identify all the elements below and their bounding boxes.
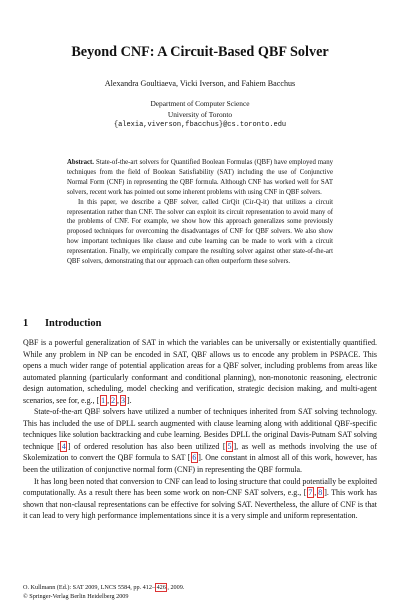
citation-link[interactable]: 6 bbox=[192, 453, 197, 463]
paper-authors: Alexandra Goultiaeva, Vicki Iverson, and Fahiem Bacchus bbox=[104, 79, 296, 88]
body-text-run: QBF is a powerful generalization of SAT in which the variables can be universally or existentially quantified. While any problem in NP can be encoded in SAT, QBF allows us to encode any problem in PSPACE. This opens a much wider range of potential application areas for a QBF solver, including problems from areas like automated planning (particularly conformant and conditional planning), non-monotonic reasoning, electronic design automation, scheduling, model checking and verification, strategic decision making, and multi-agent scenarios, see for, e.g., [ bbox=[23, 338, 377, 405]
citation-separator: , bbox=[117, 395, 120, 405]
affiliation bbox=[0, 99, 400, 131]
body-paragraph-1 bbox=[23, 337, 377, 406]
citation-separator: , bbox=[107, 395, 110, 405]
abstract-text-1: State-of-the-art solvers for Quantified Boolean Formulas (QBF) have employed many techniques from the field of Boolean Satisfiability (SAT) including the use of Conjunctive Normal Form (CNF) in representing the QBF formula. Although CNF has worked well for SAT solvers, recent work has pointed out some inherent problems with using CNF in QBF solvers. bbox=[67, 159, 333, 196]
body-text-run: ]. This work has shown that non-clausal representations can be effective for solving SAT. Nevertheless, the allure of CNF is that it can lead to very high performance implementations since it is a very simple and uniform representation. bbox=[23, 488, 377, 521]
section-number: 1 bbox=[23, 318, 29, 329]
affiliation-emails: {alexia,viverson,fbacchus}@cs.toronto.edu bbox=[113, 121, 287, 129]
body-text-run: ]. One constant in almost all of this work, however, has been the utilization of conjunctive normal form (CNF) in representing the QBF formula. bbox=[23, 453, 377, 475]
affiliation-dept: Department of Computer Science bbox=[150, 99, 250, 108]
affiliation-univ: University of Toronto bbox=[167, 109, 233, 119]
abstract-paragraph-1 bbox=[67, 158, 333, 198]
abstract bbox=[67, 158, 333, 267]
body-text-run: ]. bbox=[126, 395, 132, 405]
body-text-run: State-of-the-art QBF solvers have utilized a number of techniques inherited from SAT solving technology. This has included the use of DPLL search augmented with clause learning along with additional QBF-specific techniques like solution backtracking and cube learning. Besides DPLL the original Davis-Putnam SAT solving technique [ bbox=[23, 407, 377, 451]
citation-link[interactable]: 3 bbox=[121, 395, 125, 405]
citation-separator: , bbox=[314, 488, 317, 498]
body-paragraph-2 bbox=[23, 406, 377, 475]
body-paragraph-3 bbox=[23, 476, 377, 522]
footer-citation-text: O. Kullmann (Ed.): SAT 2009, LNCS 5584, pp. 412– bbox=[23, 584, 156, 591]
section-title: Introduction bbox=[45, 318, 102, 329]
body-text bbox=[23, 337, 377, 522]
section-heading bbox=[23, 318, 383, 330]
abstract-paragraph-2: In this paper, we describe a QBF solver, called CirQit (Cir-Q-it) that utilizes a circuit representation rather than CNF. The solver can exploit its circuit representation to avoid many of the problems of CNF. For example, we show how this approach generalizes some previously proposed techniques for overcoming the disadvantages of CNF for QBF solvers. We also show how important techniques like clause and cube learning can be made to work with a circuit representation. Finally, we empirically compare the resulting solver against other state-of-the-art QBF solvers, demonstrating that our approach can often outperform these solvers. bbox=[67, 198, 333, 266]
body-text-run: ], as well as methods involving the use of Skolemization to convert the QBF formula to SAT [ bbox=[23, 441, 377, 463]
abstract-label: Abstract. bbox=[67, 159, 94, 166]
paper-title: Beyond CNF: A Circuit-Based QBF Solver bbox=[71, 44, 329, 60]
page-footer bbox=[23, 584, 377, 601]
page-range-link[interactable]: 426 bbox=[156, 584, 166, 591]
footer-citation bbox=[23, 584, 377, 593]
citation-link[interactable]: 5 bbox=[227, 441, 232, 451]
citation-link[interactable]: 8 bbox=[318, 488, 323, 498]
footer-copyright: © Springer-Verlag Berlin Heidelberg 2009 bbox=[23, 592, 129, 600]
citation-link[interactable]: 2 bbox=[111, 395, 116, 405]
citation-link[interactable]: 4 bbox=[61, 441, 66, 451]
body-text-run: ] of ordered resolution has also been utilized [ bbox=[67, 441, 226, 451]
citation-link[interactable]: 1 bbox=[101, 395, 106, 405]
footer-citation-year: , 2009. bbox=[167, 584, 185, 591]
citation-link[interactable]: 7 bbox=[308, 488, 313, 498]
body-text-run: It has long been noted that conversion to CNF can lead to losing structure that could potentially be exploited computationally. As a result there has been some work on non-CNF SAT solvers, e.g., [ bbox=[23, 476, 377, 498]
